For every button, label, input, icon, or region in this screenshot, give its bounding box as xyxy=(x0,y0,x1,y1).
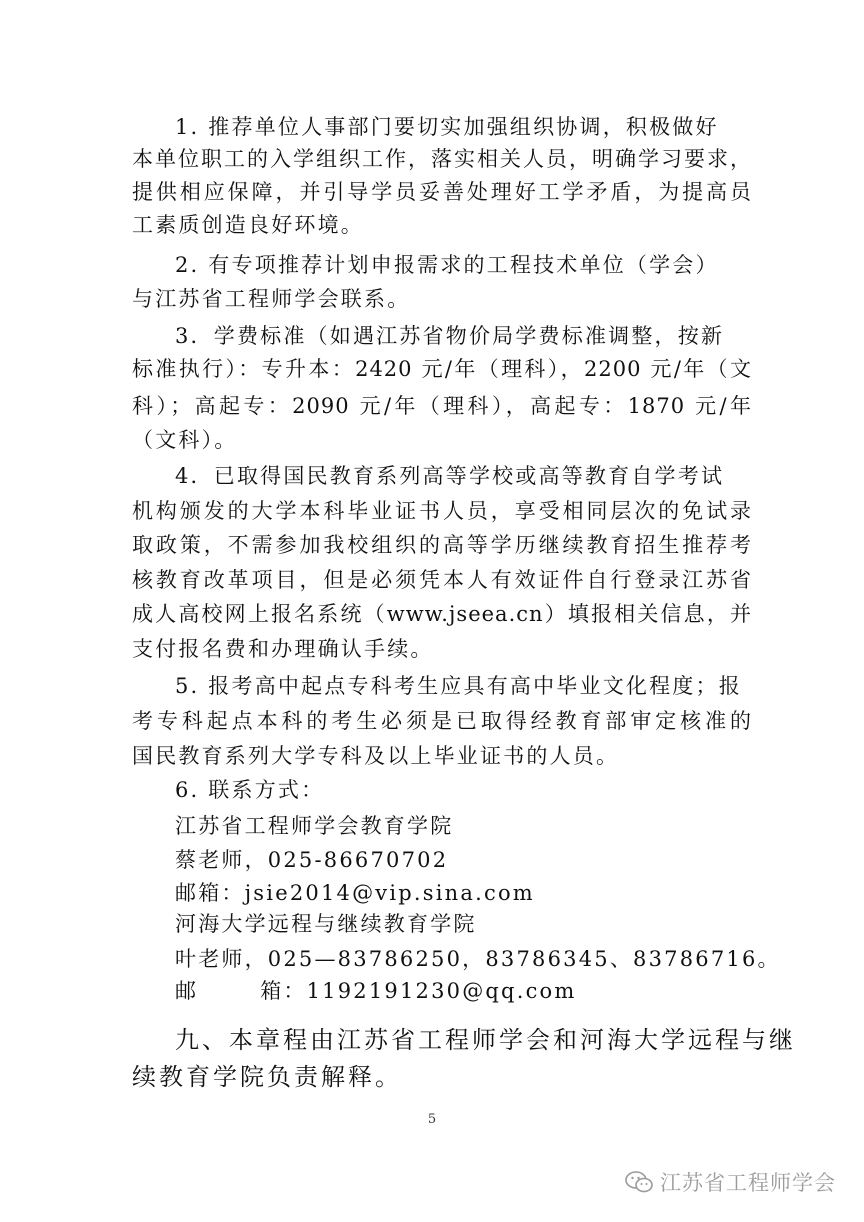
page-number: 5 xyxy=(427,1112,437,1127)
email-label-char: 邮 xyxy=(175,979,199,1003)
para-1-line-2: 本单位职工的入学组织工作，落实相关人员，明确学习要求， xyxy=(132,147,752,171)
contact-phone-2: 叶老师，025—83786250，83786345、83786716。 xyxy=(175,947,781,971)
para-4-line-4: 核教育改革项目，但是必须凭本人有效证件自行登录江苏省 xyxy=(132,568,752,592)
para-4-line-5: 成人高校网上报名系统（www.jseea.cn）填报相关信息，并 xyxy=(132,602,752,626)
para-4-line-3: 取政策，不需参加我校组织的高等学历继续教育招生推荐考 xyxy=(132,533,752,557)
contact-org-1: 江苏省工程师学会教育学院 xyxy=(175,814,454,838)
para-1-line-3: 提供相应保障，并引导学员妥善处理好工学矛盾，为提高员 xyxy=(132,180,752,204)
para-4-line-1: 4．已取得国民教育系列高等学校或高等教育自学考试 xyxy=(175,464,725,488)
closing-line-2: 续教育学院负责解释。 xyxy=(132,1063,402,1091)
para-4-line-2: 机构颁发的大学本科毕业证书人员，享受相同层次的免试录 xyxy=(132,499,752,523)
contact-phone-1: 蔡老师，025-86670702 xyxy=(175,848,449,872)
para-5-line-1: 5. 报考高中起点专科考生应具有高中毕业文化程度；报 xyxy=(175,674,742,698)
para-3-line-3: 科）；高起专：2090 元/年（理科），高起专：1870 元/年 xyxy=(132,394,752,418)
watermark xyxy=(624,1167,836,1197)
contact-email-1: 邮箱：jsie2014@vip.sina.com xyxy=(175,881,535,905)
contact-org-2: 河海大学远程与继续教育学院 xyxy=(175,912,477,936)
closing-line-1: 九、本章程由江苏省工程师学会和河海大学远程与继 xyxy=(175,1026,796,1054)
para-3-line-1: 3．学费标准（如遇江苏省物价局学费标准调整，按新 xyxy=(175,324,725,348)
email-label-rest: 箱：1192191230@qq.com xyxy=(260,979,577,1003)
para-3-line-4: （文科）。 xyxy=(132,428,238,452)
para-5-line-3: 国民教育系列大学专科及以上毕业证书的人员。 xyxy=(132,744,620,768)
para-1-line-4: 工素质创造良好环境。 xyxy=(132,213,364,237)
para-4-line-6: 支付报名费和办理确认手续。 xyxy=(132,637,434,661)
wechat-icon xyxy=(624,1169,654,1195)
para-5-line-2: 考专科起点本科的考生必须是已取得经教育部审定核准的 xyxy=(132,709,752,733)
para-1-line-1: 1. 推荐单位人事部门要切实加强组织协调，积极做好 xyxy=(175,115,719,139)
contact-heading: 6. 联系方式： xyxy=(175,778,325,802)
para-3-line-2: 标准执行）：专升本：2420 元/年（理科），2200 元/年（文 xyxy=(132,357,752,381)
para-2-line-1: 2. 有专项推荐计划申报需求的工程技术单位（学会） xyxy=(175,253,719,277)
contact-email-2 xyxy=(175,975,752,1007)
para-2-line-2: 与江苏省工程师学会联系。 xyxy=(132,287,411,311)
watermark-text: 江苏省工程师学会 xyxy=(660,1171,836,1195)
